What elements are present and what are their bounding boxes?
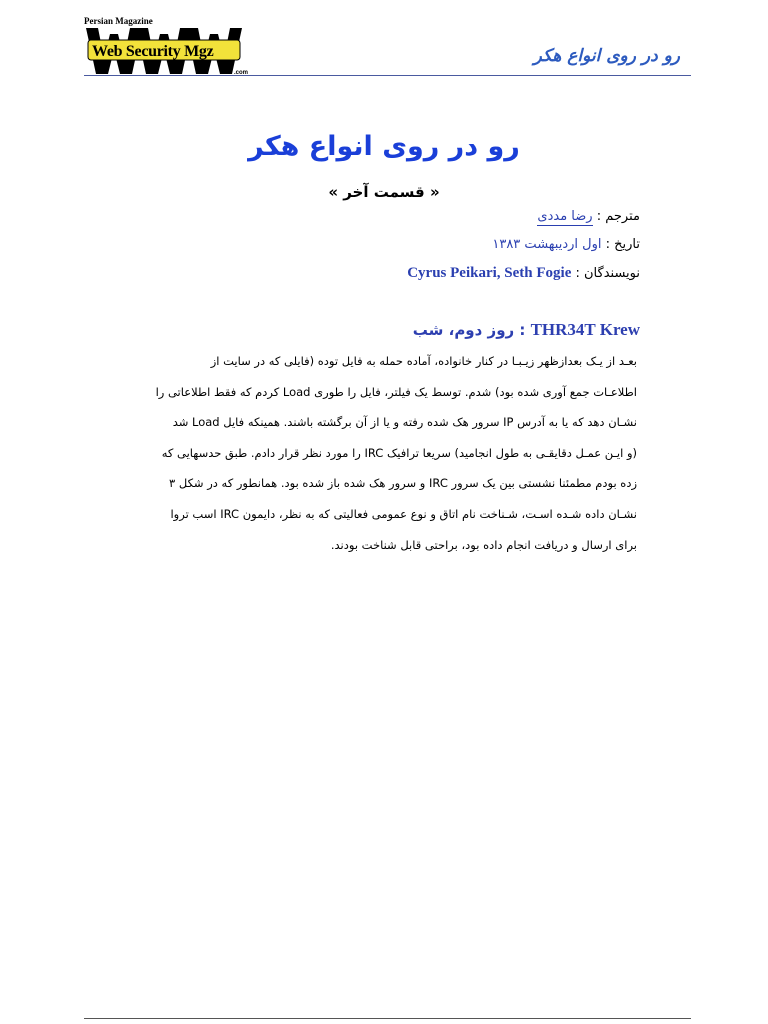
authors-value: Cyrus Peikari, Seth Fogie <box>407 265 572 281</box>
translator-link[interactable]: رضا مددی <box>537 209 593 224</box>
body-line: نشـان دهد که یا به آدرس IP سرور هک شده رفته و یا از آن برگشته باشند. همینکه فایل Load شد <box>172 415 637 430</box>
logo-tagline: Persian Magazine <box>84 16 153 26</box>
body-line: اطلاعـات جمع آوری شده بود) شدم. توسط یک فیلتر، فایل را طوری Load کردم که فقط اطلاعاتی را <box>155 384 637 399</box>
logo-domain: .com <box>234 70 249 76</box>
authors-line <box>407 265 640 282</box>
date-line <box>492 237 640 252</box>
footer-divider <box>84 1018 691 1019</box>
body-line: زده بودم مطمئنا نشستی بین یک سرور IRC و سرور هک شده باز شده بود. همانطور که در شکل ۳ <box>169 476 637 491</box>
body-line: (و ایـن عمـل دقایقـی به طول انجامید) سریعا ترافیک IRC را مورد نظر قرار دادم. طبق حدسهایی که <box>161 445 637 460</box>
date-label: تاریخ : <box>601 237 640 252</box>
article-title: رو در روی انواع هکر <box>248 131 520 162</box>
article-body <box>127 346 637 560</box>
header-title: رو در روی انواع هکر <box>533 46 680 66</box>
body-line: بعـد از یـک بعدازظهر زیـبـا در کنار خانواده، آماده حمله به فایل توده (فایلی که در سایت از <box>210 354 637 368</box>
body-line: برای ارسال و دریافت انجام داده بود، براحتی قابل شناخت بودند. <box>330 537 637 552</box>
date-value: اول اردیبهشت ۱۳۸۳ <box>492 237 602 252</box>
section-heading-en: THR34T Krew <box>530 320 640 339</box>
section-heading <box>413 320 640 340</box>
magazine-logo <box>84 16 248 74</box>
header-divider <box>84 75 691 76</box>
translator-line <box>537 209 640 224</box>
translator-label: مترجم : <box>592 209 640 224</box>
section-heading-fa: : روز دوم، شب <box>412 321 531 339</box>
article-subtitle: « قسمت آخر » <box>328 183 440 201</box>
body-line: نشـان داده شـده اسـت، شـناخت نام اتاق و نوع عمومی فعالیتی که به نظر، دایمون IRC اسب تروا <box>170 506 637 521</box>
authors-label: نویسندگان : <box>571 266 640 281</box>
logo-text: Web Security Mgz <box>92 43 214 60</box>
